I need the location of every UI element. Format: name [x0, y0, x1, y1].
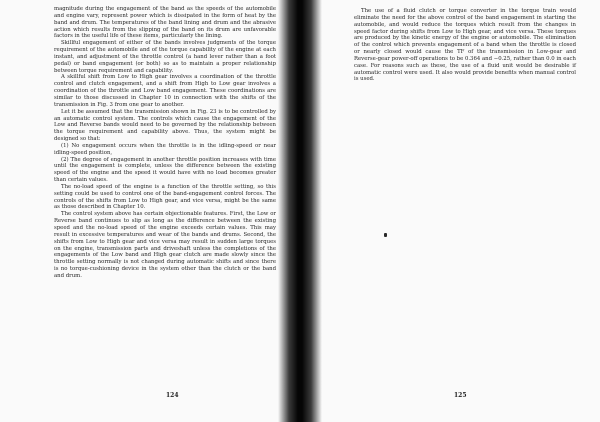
page-number: 124 — [166, 392, 179, 399]
paragraph: A skillful shift from Low to High gear involves a coordination of the throttle control and clutch engagement, and a shift from High to Low gear involves a coordination of the throttle and Low band engagement. These coordinations are similar to those discussed in Chapter 10 in connection with the shifts of the transmission in Fig. 3 from one gear to another. — [54, 74, 276, 108]
book-gutter-shadow — [278, 0, 322, 422]
ink-speck — [384, 233, 387, 237]
paragraph: The no-load speed of the engine is a function of the throttle setting, so this setting could be used to control one of the band-engagement control forces. The controls of the shifts from Low to High gear, and vice versa, might be the same as those described in Chapter 10. — [54, 183, 276, 211]
right-page-text — [354, 8, 576, 83]
list-item: (2) The degree of engagement in another throttle position increases with time until the engagement is complete, unless the difference between the existing speed of the engine and the speed it would have with no load becomes greater than certain values. — [54, 156, 276, 184]
left-page-text — [54, 6, 276, 280]
list-item: (1) No engagement occurs when the throttle is in the idling-speed or near idling-speed position, — [54, 142, 276, 156]
right-page — [300, 0, 600, 422]
left-page — [0, 0, 298, 422]
paragraph: magnitude during the engagement of the band as the speeds of the automobile and engine vary, represent power which is dissipated in the form of heat by the band and drum. The temperatures of the band lining and drum and the abrasive action which results from the slipping of the band on its drum are unfavorable factors in the useful life of these items, particularly the lining. — [54, 6, 276, 40]
paragraph: The use of a fluid clutch or torque converter in the torque train would eliminate the need for the above control of the band engagement in starting the automobile, and would reduce the torques which result from the changes in speed factor during shifts from Low to High gear, and vice versa. These torques are produced by the kinetic energy of the engine or automobile. The elimination of the control which prevents engagement of a band when the throttle is closed or nearly closed would cause the TF of the transmission in Low-gear and Reverse-gear power-off operations to be 0.364 and −0.25, rather than 0.0 in each case. For reasons such as these, the use of a fluid unit would be desirable if automatic control were used. It also would provide benefits when manual control is used. — [354, 8, 576, 83]
page-number: 125 — [454, 392, 467, 399]
paragraph: Let it be assumed that the transmission shown in Fig. 23 is to be controlled by an automatic control system. The controls which cause the engagement of the Low and Reverse bands would need to be governed by the relationship between the torque requirement and capability above. Thus, the system might be designed so that: — [54, 108, 276, 143]
paragraph: Skillful engagement of either of the bands involves judgments of the torque requirement of the automobile and of the torque capability of the engine at each instant, and adjustment of the throttle control (a hand lever rather than a foot pedal) or band engagement (or both) so as to maintain a proper relationship between torque requirement and capability. — [54, 40, 276, 74]
paragraph: The control system above has certain objectionable features. First, the Low or Reverse band continues to slip as long as the difference between the existing speed and the no-load speed of the engine exceeds certain values. This may result in excessive temperatures and wear of the bands and drums. Second, the shifts from Low to High gear and vice versa may result in sudden large torques on the engine, transmission parts and driveshaft unless the completions of the engagements of the Low band and High gear clutch are made slowly since the throttle setting normally is not changed during automatic shifts and since there is no torque-cushioning device in the system other than the clutch or the band and drum. — [54, 211, 276, 279]
